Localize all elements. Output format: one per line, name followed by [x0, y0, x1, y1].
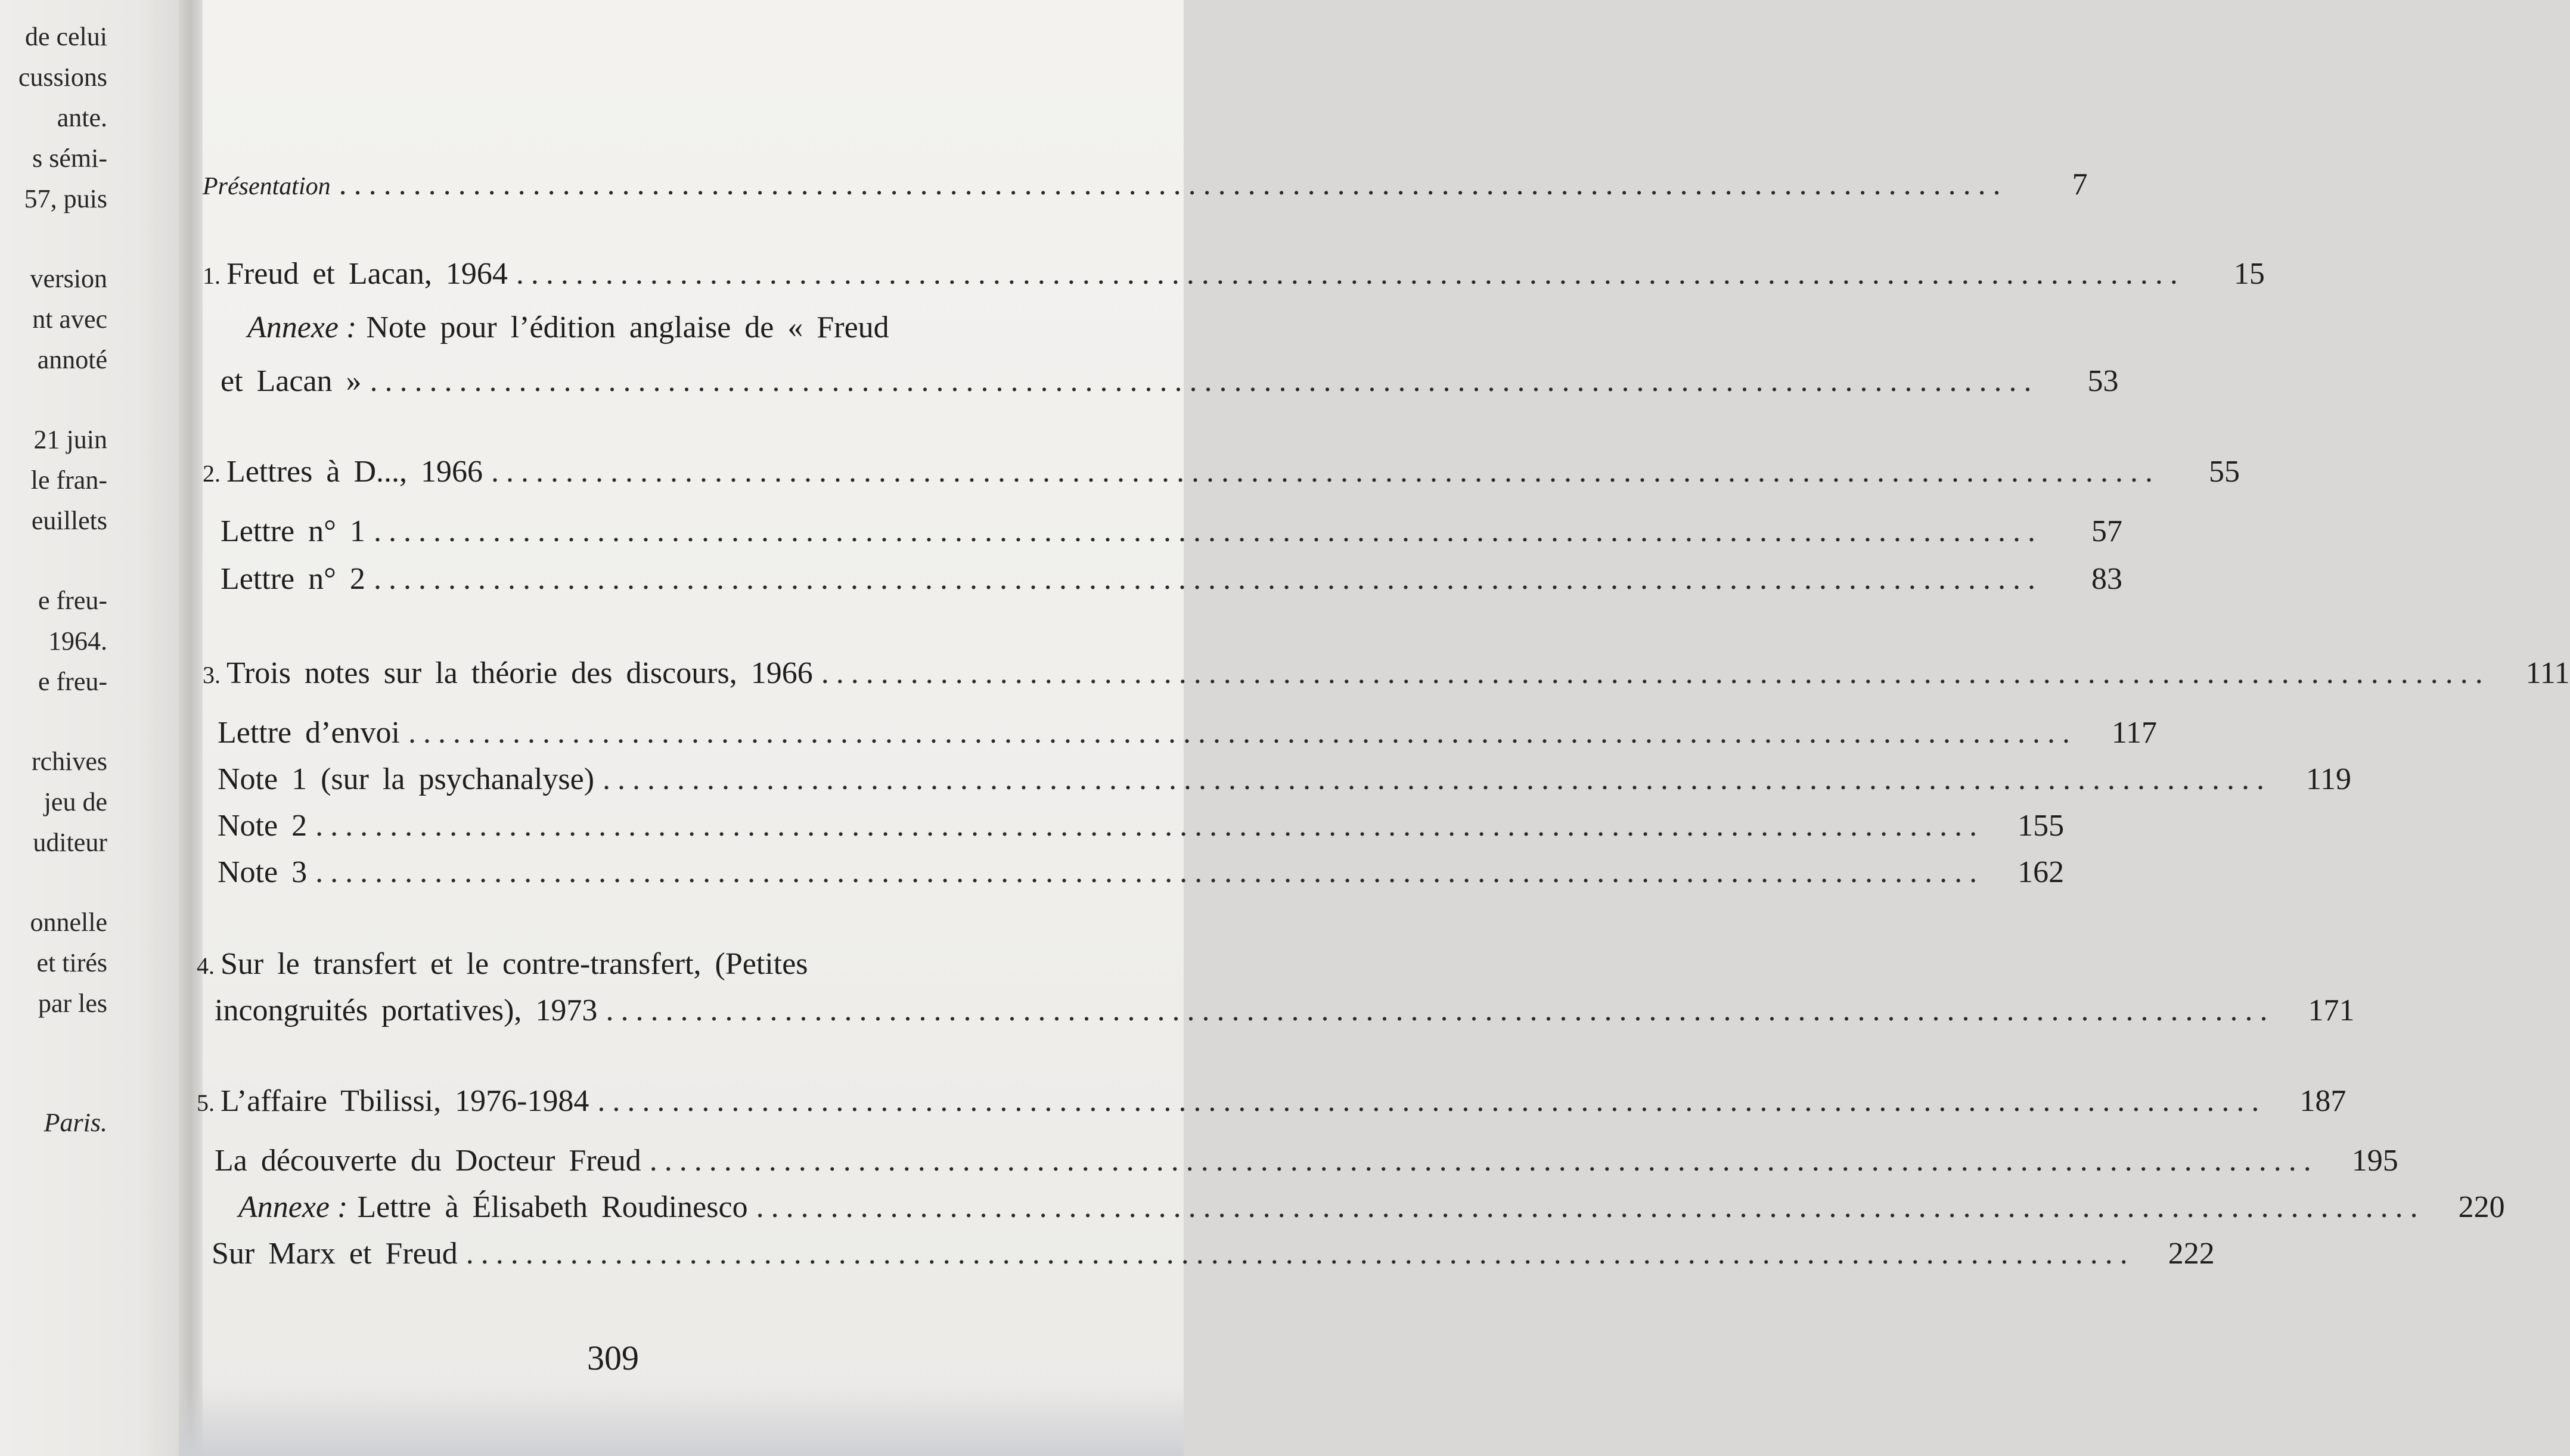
toc-entry-page: 187	[2299, 1084, 2346, 1118]
toc-entry-lettre-1	[221, 514, 2122, 552]
leader-dots: ................................................................................................................	[373, 514, 2043, 548]
toc-entry-label: La découverte du Docteur Freud	[215, 1144, 641, 1178]
left-line: version	[30, 264, 107, 293]
left-line: de celui	[24, 22, 107, 51]
toc-entry-label: Lettres à D..., 1966	[226, 455, 483, 489]
toc-entry-page: 195	[2351, 1144, 2398, 1178]
toc-entry-lettre-2	[221, 561, 2122, 600]
toc-entry-lettre-envoi	[218, 715, 2157, 753]
left-line: jeu de	[44, 787, 107, 817]
left-line: par les	[38, 989, 107, 1018]
leader-dots: ................................................................................................................	[465, 1237, 2135, 1271]
left-line: 1964.	[48, 626, 107, 656]
toc-entry-label: et Lacan »	[221, 364, 362, 398]
toc-entry-label: Lettre n° 2	[221, 562, 365, 596]
toc-entry-label: Note pour l’édition anglaise de « Freud	[366, 311, 889, 344]
chapter-number: 2.	[203, 460, 221, 487]
left-line: le fran-	[30, 465, 107, 495]
left-line: 57, puis	[24, 184, 107, 213]
leader-dots: ................................................................................................................	[603, 762, 2272, 796]
left-page	[0, 0, 197, 1456]
left-line: e freu-	[38, 586, 107, 615]
toc-entry-chapter-1	[203, 256, 2265, 294]
book-gutter	[179, 0, 203, 1456]
chapter-number: 4.	[197, 952, 215, 979]
toc-entry-decouverte	[215, 1143, 2398, 1181]
toc-entry-chapter-2	[203, 454, 2240, 492]
toc-entry-note-1	[218, 762, 2352, 800]
toc-entry-page: 155	[2017, 809, 2065, 843]
leader-dots: ................................................................................................................	[408, 716, 2077, 750]
toc-entry-page: 222	[2168, 1237, 2215, 1271]
toc-entry-chapter-3	[203, 656, 2570, 694]
annexe-prefix: Annexe :	[238, 1190, 348, 1224]
left-line: nt avec	[32, 305, 107, 334]
left-line: s sémi-	[32, 144, 107, 173]
toc-entry-page: 119	[2305, 762, 2352, 796]
toc-entry-annexe	[247, 310, 1010, 348]
toc-entry-label: Lettre à Élisabeth Roudinesco	[357, 1190, 748, 1224]
chapter-number: 1.	[203, 262, 221, 289]
toc-entry-marx-freud	[212, 1236, 2215, 1274]
leader-dots: ................................................................................................................	[370, 364, 2039, 398]
annexe-prefix: Annexe :	[247, 311, 357, 344]
toc-entry-page: 220	[2458, 1190, 2505, 1224]
toc-entry-chapter-4-continued	[215, 993, 2355, 1031]
toc-entry-note-2	[218, 808, 2065, 846]
chapter-number: 5.	[197, 1089, 215, 1116]
toc-entry-page: 53	[2087, 364, 2119, 398]
leader-dots: ................................................................................................................	[821, 656, 2490, 690]
toc-entry-page: 162	[2017, 855, 2065, 889]
left-line: cussions	[18, 63, 107, 92]
toc-entry-page: 117	[2111, 716, 2157, 750]
toc-entry-page: 7	[2072, 167, 2088, 201]
toc-entry-chapter-4	[197, 946, 1007, 985]
toc-entry-annexe-continued	[221, 364, 2119, 402]
left-line: uditeur	[33, 828, 107, 857]
left-line: euillets	[31, 506, 107, 535]
leader-dots: ................................................................................................................	[756, 1190, 2425, 1224]
toc-entry-page: 111	[2525, 656, 2570, 690]
chapter-number: 3.	[203, 662, 221, 688]
toc-entry-label: Freud et Lacan, 1964	[226, 257, 508, 291]
toc-entry-note-3	[218, 855, 2065, 893]
toc-entry-label: Note 3	[218, 855, 308, 889]
leader-dots: ................................................................................................................	[649, 1144, 2318, 1178]
toc-entry-chapter-5	[197, 1084, 2346, 1122]
toc-entry-label: Lettre d’envoi	[218, 716, 400, 750]
left-line: annoté	[37, 345, 107, 374]
leader-dots: ................................................................................................................	[339, 167, 2008, 201]
toc-entry-label: incongruités portatives), 1973	[215, 994, 598, 1027]
toc-entry-label: L’affaire Tbilissi, 1976-1984	[221, 1084, 589, 1118]
page-number: 309	[587, 1339, 639, 1377]
toc-entry-presentation	[203, 167, 2088, 205]
toc-entry-label: Sur le transfert et le contre-transfert, (Petites	[221, 947, 808, 981]
leader-dots: ................................................................................................................	[315, 855, 1985, 889]
page-bottom-shadow	[179, 1383, 1184, 1456]
left-line: e freu-	[38, 667, 107, 696]
left-line: rchives	[31, 747, 107, 776]
leader-dots: ................................................................................................................	[491, 455, 2161, 489]
toc-entry-label: Sur Marx et Freud	[212, 1237, 458, 1271]
toc-entry-annexe-roudinesco	[238, 1190, 2505, 1228]
left-line: ante.	[57, 103, 107, 132]
toc-entry-page: 15	[2233, 257, 2265, 291]
toc-entry-label: Note 1 (sur la psychanalyse)	[218, 762, 595, 796]
toc-entry-label: Trois notes sur la théorie des discours, 1966	[226, 656, 813, 690]
toc-entry-label: Lettre n° 1	[221, 514, 365, 548]
left-line: et tirés	[36, 948, 107, 977]
toc-entry-page: 55	[2209, 455, 2240, 489]
toc-entry-page: 57	[2091, 514, 2122, 548]
leader-dots: ................................................................................................................	[315, 809, 1985, 843]
toc-entry-page: 83	[2091, 562, 2122, 596]
leader-dots: ................................................................................................................	[516, 257, 2185, 291]
leader-dots: ................................................................................................................	[373, 562, 2043, 596]
left-line: 21 juin	[33, 425, 107, 454]
leader-dots: ................................................................................................................	[597, 1084, 2267, 1118]
left-line: onnelle	[30, 908, 107, 937]
toc-entry-page: 171	[2308, 994, 2355, 1027]
leader-dots: ................................................................................................................	[606, 994, 2275, 1027]
toc-entry-label: Présentation	[203, 173, 331, 200]
left-line: Paris.	[44, 1108, 107, 1137]
toc-entry-label: Note 2	[218, 809, 308, 843]
